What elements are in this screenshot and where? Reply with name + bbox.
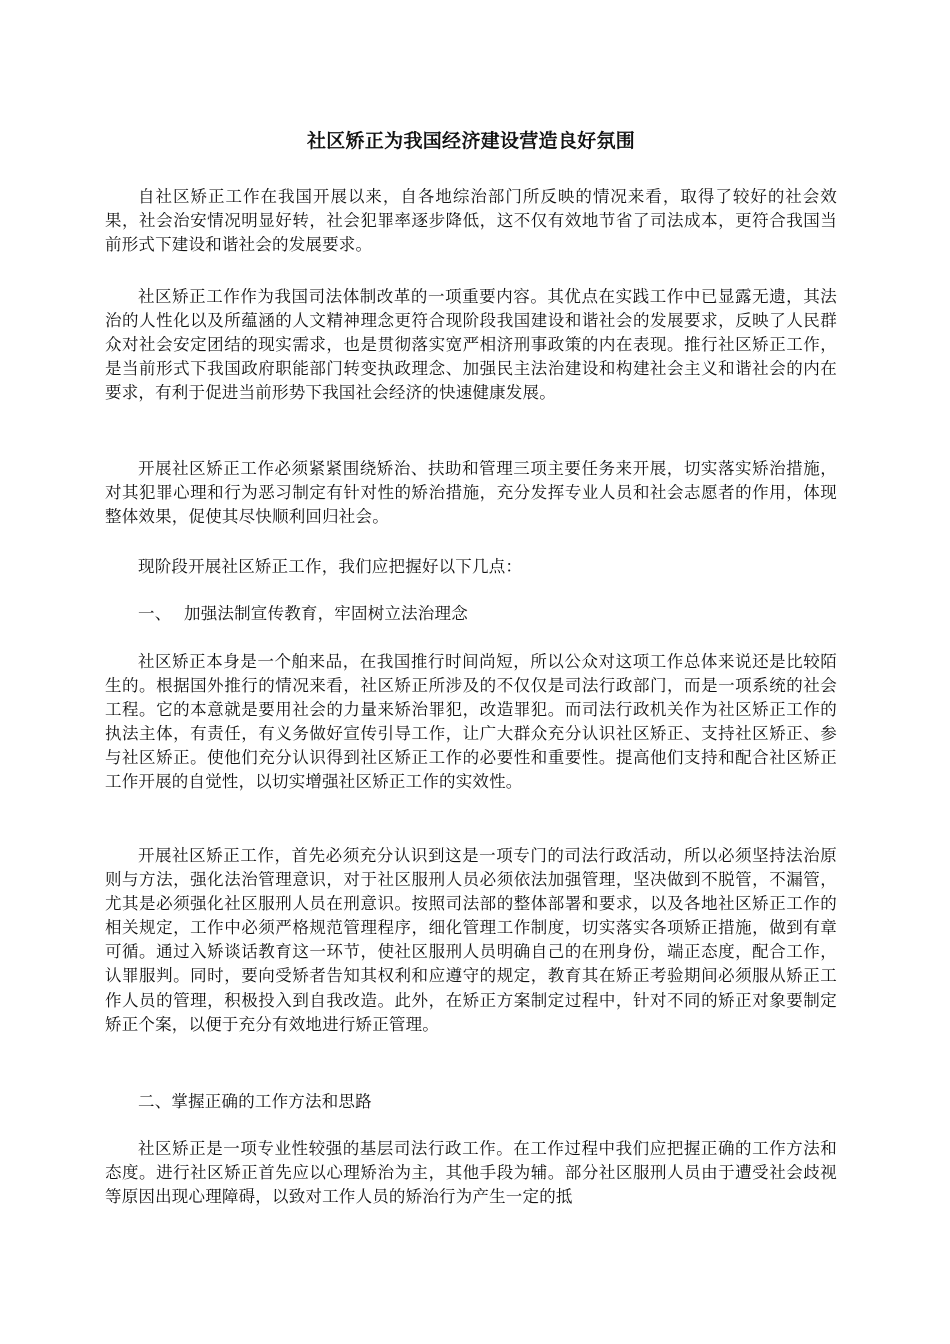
section-heading-2: 二、掌握正确的工作方法和思路 <box>138 1092 372 1111</box>
paragraph-4: 现阶段开展社区矫正工作，我们应把握好以下几点： <box>138 557 523 576</box>
paragraph-6: 开展社区矫正工作，首先必须充分认识到这是一项专门的司法行政活动，所以必须坚持法治原则与方法，强化法治管理意识，对于社区服刑人员必须依法加强管理，坚决做到不脱管，不漏管，尤其是必须强化社区服刑人员在刑意识。按照司法部的整体部署和要求，以及各地社区矫正工作的相关规定，工作中必须严格规范管理程序，细化管理工作制度，切实落实各项矫正措施，做到有章可循。通过入矫谈话教育这一环节，使社区服刑人员明确自己的在刑身份，端正态度，配合工作，认罪服判。同时，要向受矫者告知其权利和应遵守的规定，教育其在矫正考验期间必须服从矫正工作人员的管理，积极投入到自我改造。此外，在矫正方案制定过程中，针对不同的矫正对象要制定矫正个案，以便于充分有效地进行矫正管理。 <box>105 846 837 1034</box>
paragraph-3: 开展社区矫正工作必须紧紧围绕矫治、扶助和管理三项主要任务来开展，切实落实矫治措施，对其犯罪心理和行为恶习制定有针对性的矫治措施，充分发挥专业人员和社会志愿者的作用，体现整体效果，促使其尽快顺利回归社会。 <box>105 459 837 527</box>
paragraph-1: 自社区矫正工作在我国开展以来，自各地综治部门所反映的情况来看，取得了较好的社会效果，社会治安情况明显好转，社会犯罪率逐步降低，这不仅有效地节省了司法成本，更符合我国当前形式下建设和谐社会的发展要求。 <box>105 187 837 255</box>
section-heading-1 <box>105 602 837 626</box>
section-heading-text: 加强法制宣传教育，牢固树立法治理念 <box>184 604 468 623</box>
paragraph-5: 社区矫正本身是一个舶来品，在我国推行时间尚短，所以公众对这项工作总体来说还是比较陌生的。根据国外推行的情况来看，社区矫正所涉及的不仅仅是司法行政部门，而是一项系统的社会工程。它的本意就是要用社会的力量来矫治罪犯，改造罪犯。而司法行政机关作为社区矫正工作的执法主体，有责任，有义务做好宣传引导工作，让广大群众充分认识社区矫正、支持社区矫正、参与社区矫正。使他们充分认识得到社区矫正工作的必要性和重要性。提高他们支持和配合社区矫正工作开展的自觉性，以切实增强社区矫正工作的实效性。 <box>105 652 837 792</box>
paragraph-7: 社区矫正是一项专业性较强的基层司法行政工作。在工作过程中我们应把握正确的工作方法和态度。进行社区矫正首先应以心理矫治为主，其他手段为辅。部分社区服刑人员由于遭受社会歧视等原因出现心理障碍，以致对工作人员的矫治行为产生一定的抵 <box>105 1139 837 1207</box>
document-title: 社区矫正为我国经济建设营造良好氛围 <box>306 130 636 152</box>
section-number: 一、 <box>138 604 172 623</box>
paragraph-2: 社区矫正工作作为我国司法体制改革的一项重要内容。其优点在实践工作中已显露无遗，其法治的人性化以及所蕴涵的人文精神理念更符合现阶段我国建设和谐社会的发展要求，反映了人民群众对社会安定团结的现实需求，也是贯彻落实宽严相济刑事政策的内在表现。推行社区矫正工作，是当前形式下我国政府职能部门转变执政理念、加强民主法治建设和构建社会主义和谐社会的内在要求，有利于促进当前形势下我国社会经济的快速健康发展。 <box>105 287 837 403</box>
document-page <box>105 0 837 1344</box>
